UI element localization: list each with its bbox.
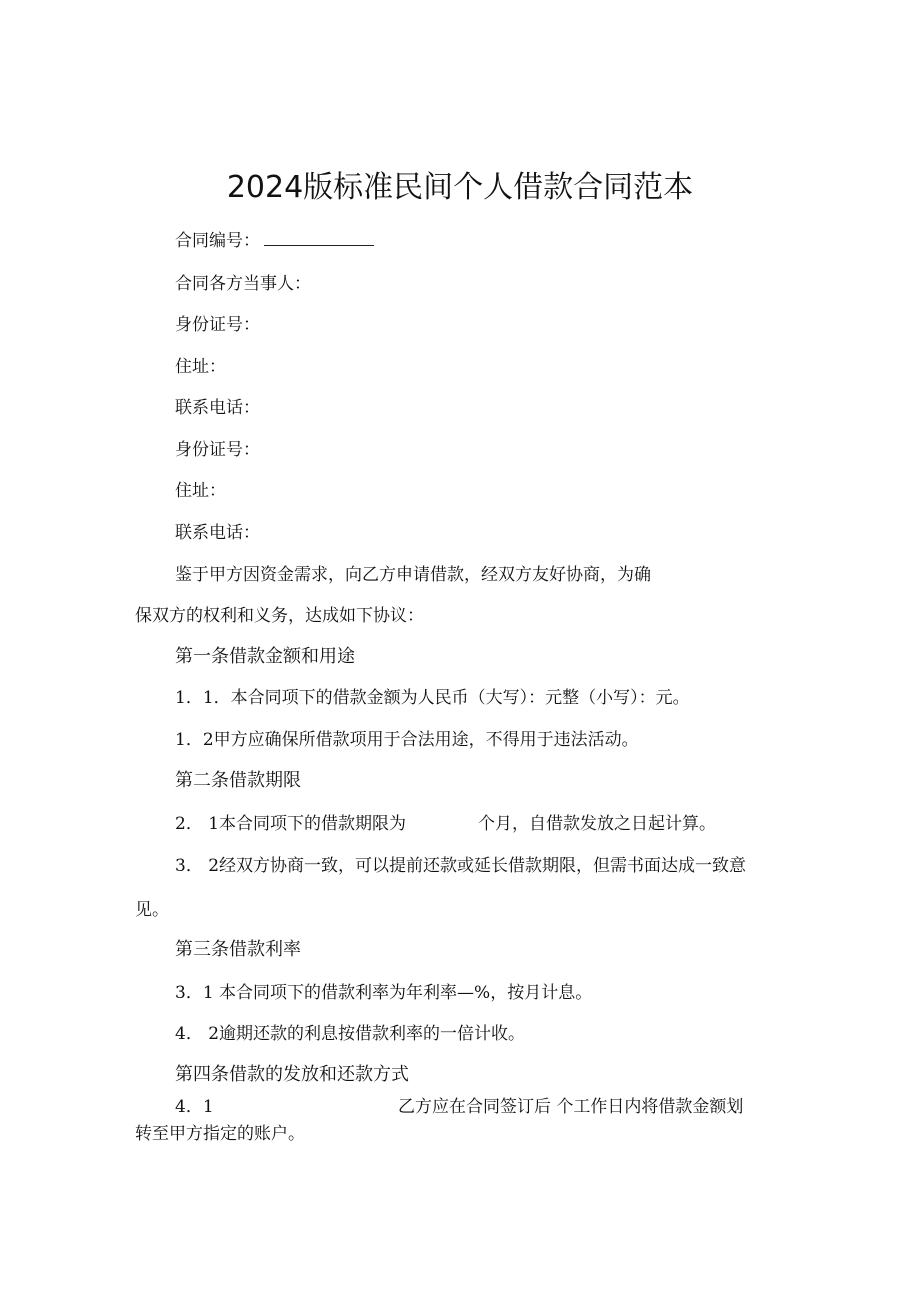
clause-3-2: 4． 2逾期还款的利息按借款利率的一倍计收。 — [175, 1024, 526, 1044]
article-1-heading: 第一条借款金额和用途 — [175, 646, 355, 667]
page-title: 2024版标准民间个人借款合同范本 — [226, 170, 694, 205]
contract-number-label: 合同编号： — [175, 231, 260, 251]
address-label-2: 住址： — [175, 481, 226, 501]
preamble-line-2: 保双方的权利和义务，达成如下协议： — [135, 606, 424, 626]
clause-4-1-text: 乙方应在合同签订后 个工作日内将借款金额划 — [398, 1097, 744, 1117]
clause-1-2: 1．2甲方应确保所借款项用于合法用途，不得用于违法活动。 — [175, 730, 639, 750]
clause-4-1-number: 4．1 — [175, 1097, 214, 1117]
preamble-line-1: 鉴于甲方因资金需求，向乙方申请借款，经双方友好协商，为确 — [175, 565, 651, 585]
article-4-heading: 第四条借款的发放和还款方式 — [175, 1064, 409, 1085]
contract-number-line — [175, 231, 374, 251]
parties-label: 合同各方当事人： — [175, 274, 311, 294]
clause-3-1: 3．1 本合同项下的借款利率为年利率—%，按月计息。 — [175, 983, 593, 1003]
clause-1-1: 1．1．本合同项下的借款金额为人民币（大写）：元整（小写）：元。 — [175, 688, 690, 708]
article-2-heading: 第二条借款期限 — [175, 770, 301, 791]
article-3-heading: 第三条借款利率 — [175, 939, 301, 960]
clause-4-1-continuation: 转至甲方指定的账户。 — [135, 1124, 305, 1144]
contract-number-blank — [264, 233, 374, 246]
phone-label-1: 联系电话： — [175, 398, 260, 418]
clause-2-2-line-1: 3． 2经双方协商一致，可以提前还款或延长借款期限，但需书面达成一致意 — [175, 856, 747, 876]
id-number-label-2: 身份证号： — [175, 440, 260, 460]
id-number-label-1: 身份证号： — [175, 315, 260, 335]
clause-2-1-end: 个月，自借款发放之日起计算。 — [478, 814, 716, 834]
phone-label-2: 联系电话： — [175, 523, 260, 543]
clause-2-1-start: 2． 1本合同项下的借款期限为 — [175, 814, 407, 834]
clause-2-2-line-2: 见。 — [135, 900, 169, 920]
address-label-1: 住址： — [175, 357, 226, 377]
